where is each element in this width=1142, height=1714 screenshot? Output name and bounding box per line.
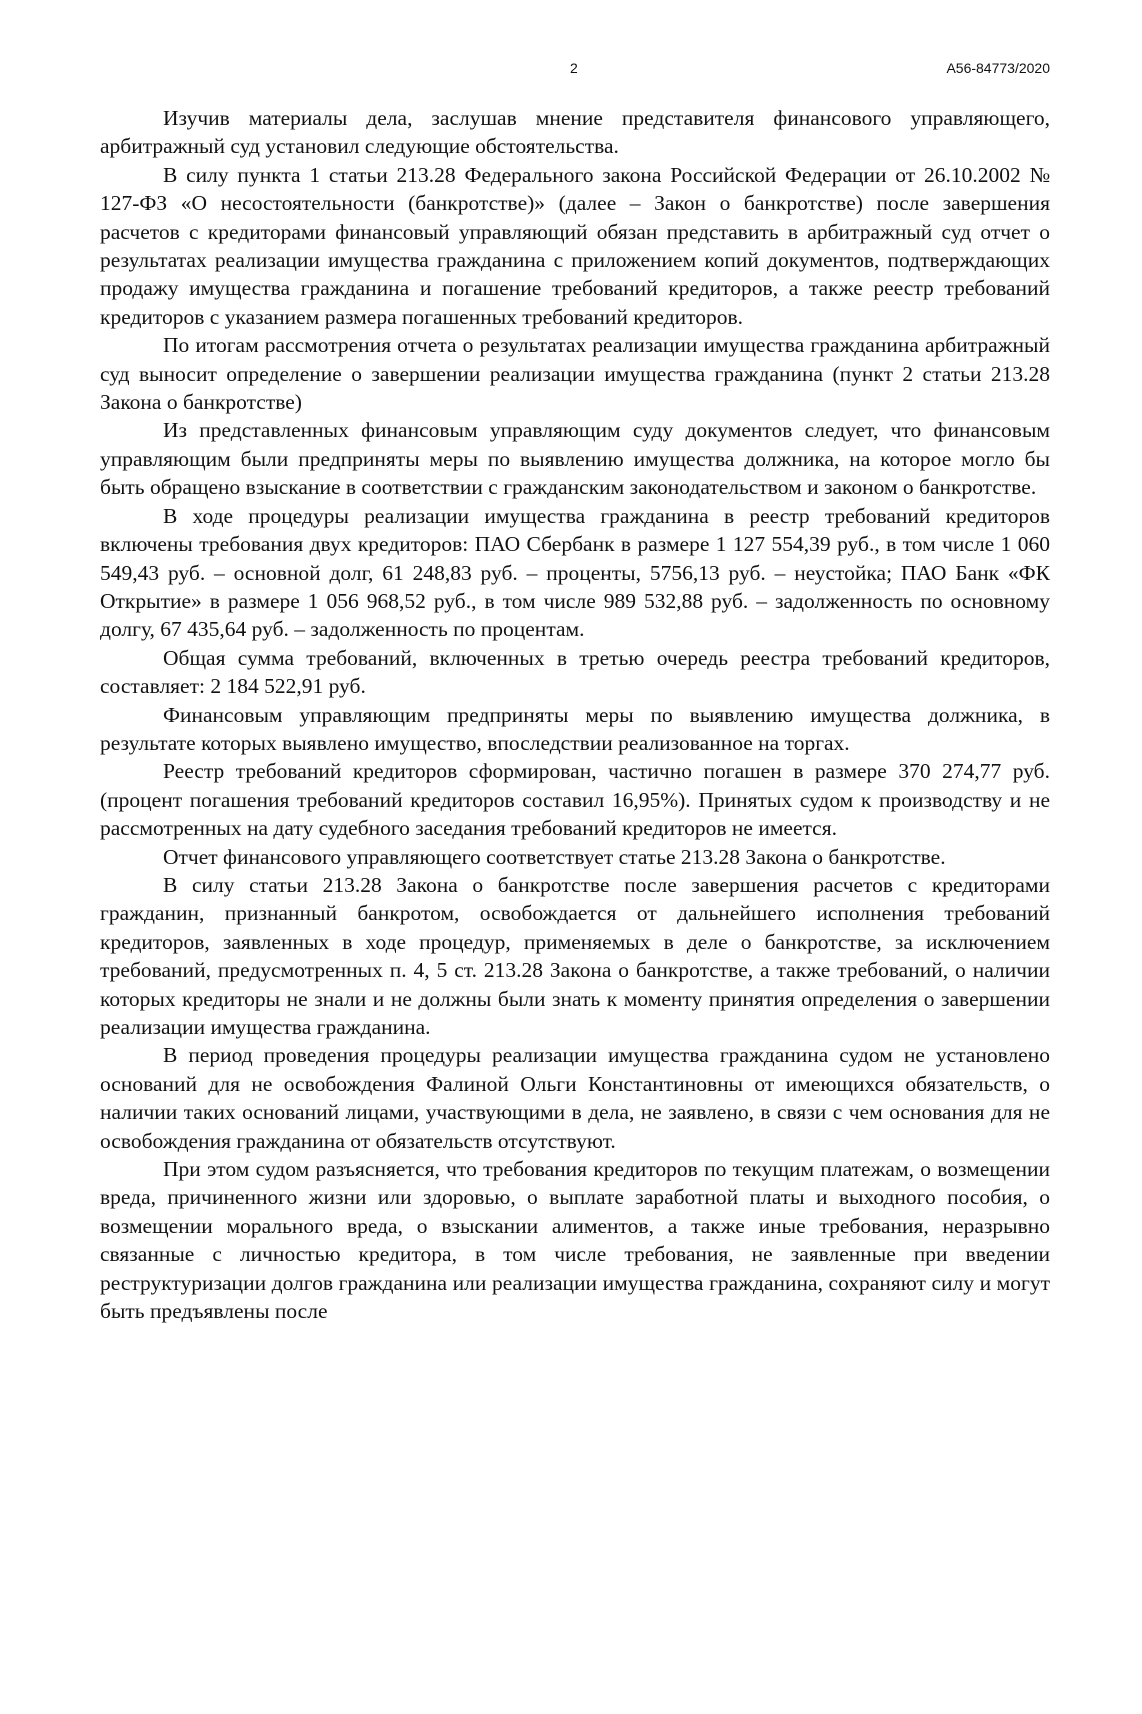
paragraph: В силу статьи 213.28 Закона о банкротстве после завершения расчетов с кредиторами гражданин, признанный банкротом, освобождается от дальнейшего исполнения требований кредиторов, заявленных в ходе процедур, применяемых в деле о банкротстве, за исключением требований, предусмотренных п. 4, 5 ст. 213.28 Закона о банкротстве, а также требований, о наличии которых кредиторы не знали и не должны были знать к моменту принятия определения о завершении реализации имущества гражданина.: [100, 872, 1050, 1039]
paragraph: В силу пункта 1 статьи 213.28 Федерального закона Российской Федерации от 26.10.2002 № 127-ФЗ «О несостоятельности (банкротстве)» (далее – Закон о банкротстве) после завершения расчетов с кредиторами финансовый управляющий обязан представить в арбитражный суд отчет о результатах реализации имущества гражданина с приложением копий документов, подтверждающих продажу имущества гражданина и погашение требований кредиторов, а также реестр требований кредиторов с указанием размера погашенных требований кредиторов.: [100, 162, 1050, 329]
paragraph: Общая сумма требований, включенных в третью очередь реестра требований кредиторов, составляет: 2 184 522,91 руб.: [100, 645, 1050, 699]
paragraph: Финансовым управляющим предприняты меры по выявлению имущества должника, в результате которых выявлено имущество, впоследствии реализованное на торгах.: [100, 702, 1050, 755]
paragraph: Реестр требований кредиторов сформирован, частично погашен в размере 370 274,77 руб. (процент погашения требований кредиторов составил 16,95%). Принятых судом к производству и не рассмотренных на дату судебного заседания требований кредиторов не имеется.: [100, 759, 1050, 841]
paragraph: При этом судом разъясняется, что требования кредиторов по текущим платежам, о возмещении вреда, причиненного жизни или здоровью, о выплате заработной платы и выходного пособия, о возмещении морального вреда, о взыскании алиментов, а также иные требования, неразрывно связанные с личностью кредитора, в том числе требования, не заявленные при введении реструктуризации долгов гражданина или реализации имущества гражданина, сохраняют силу и могут быть предъявлены после: [100, 1157, 1050, 1324]
paragraph: Из представленных финансовым управляющим суду документов следует, что финансовым управляющим были предприняты меры по выявлению имущества должника, на которое могло бы быть обращено взыскание в соответствии с гражданским законодательством и законом о банкротстве.: [100, 418, 1050, 500]
case-number: А56-84773/2020: [946, 60, 1050, 76]
paragraph: В период проведения процедуры реализации имущества гражданина судом не установлено оснований для не освобождения Фалиной Ольги Константиновны от имеющихся обязательств, о наличии таких оснований лицами, участвующими в дела, не заявлено, в связи с чем основания для не освобождения гражданина от обязательств отсутствуют.: [100, 1043, 1050, 1153]
paragraph: По итогам рассмотрения отчета о результатах реализации имущества гражданина арбитражный суд выносит определение о завершении реализации имущества гражданина (пункт 2 статьи 213.28 Закона о банкротстве): [100, 333, 1050, 415]
paragraph: Отчет финансового управляющего соответствует статье 213.28 Закона о банкротстве.: [163, 844, 946, 869]
paragraph: Изучив материалы дела, заслушав мнение представителя финансового управляющего, арбитражный суд установил следующие обстоятельства.: [100, 106, 1050, 159]
page-header: [100, 60, 1050, 84]
document-body: [100, 104, 1050, 1325]
paragraph: В ходе процедуры реализации имущества гражданина в реестр требований кредиторов включены требования двух кредиторов: ПАО Сбербанк в размере 1 127 554,39 руб., в том числе 1 060 549,43 руб. – основной долг, 61 248,83 руб. – проценты, 5756,13 руб. – неустойка; ПАО Банк «ФК Открытие» в размере 1 056 968,52 руб., в том числе 989 532,88 руб. – задолженность по основному долгу, 67 435,64 руб. – задолженность по процентам.: [100, 503, 1050, 642]
page-number: 2: [570, 60, 578, 76]
